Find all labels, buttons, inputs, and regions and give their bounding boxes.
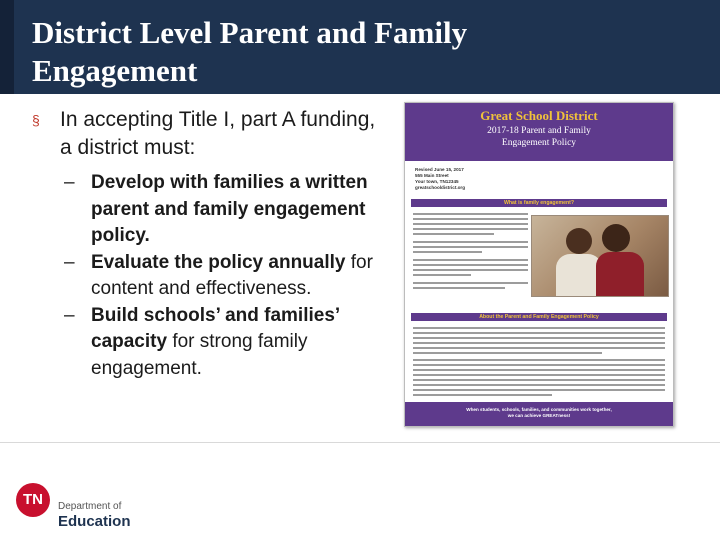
flyer-text-block [413,213,528,292]
sub-bullet-bold: Evaluate the policy annually [91,251,346,273]
department-label: Department of [58,501,122,512]
main-bullet [32,106,392,162]
flyer-contact-info [415,167,511,191]
dash-marker: – [64,172,75,193]
main-bullet-text: In accepting Title I, part A funding, a district must: [60,108,376,159]
dash-marker: – [64,304,75,326]
slide-title [32,14,692,90]
flyer-footer-line-2: we can achieve GREATness! [507,413,571,418]
flyer-text-block [413,327,665,399]
slide-title-line-2: Engagement [32,53,198,88]
education-label: Education [58,513,131,530]
sub-bullet-bold: Develop with families a written parent and family engagement policy. [91,172,368,246]
policy-flyer-image [404,102,674,427]
sub-bullet-list [32,170,392,382]
dash-marker: – [64,251,75,273]
flyer-footer-line-1: When students, schools, families, and communities work together, [466,407,612,412]
flyer-subtitle [405,126,673,149]
flyer-info-line: Your town, TN12345 [415,179,459,184]
title-bar [0,0,720,94]
bullet-marker-icon: § [32,112,40,128]
slide-body [32,106,392,382]
flyer-footer-band [405,402,673,426]
flyer-subtitle-line-1: 2017-18 Parent and Family [487,126,591,136]
flyer-subtitle-line-2: Engagement Policy [501,137,577,148]
flyer-info-line: 555 Main Street [415,173,449,178]
slide-title-line-1: District Level Parent and Family [32,15,468,50]
flyer-section-band: What is family engagement? [411,199,667,207]
sub-bullet-build [32,303,392,383]
sub-bullet-develop [32,170,392,250]
flyer-header [405,103,673,161]
sub-bullet-evaluate [32,250,392,303]
flyer-district-name: Great School District [480,108,598,123]
slide-footer [0,443,720,540]
title-accent-stripe [0,0,14,94]
sub-bullet-rest: for content and effectiveness. [91,251,373,299]
flyer-section-band: About the Parent and Family Engagement Policy [411,313,667,321]
flyer-family-photo [531,215,669,297]
tn-logo-icon: TN [16,483,50,517]
sub-bullet-bold: Build schools’ and families’ capacity [91,304,340,352]
flyer-info-line: Revised June 15, 2017 [415,167,464,172]
flyer-info-line: greatschooldistrict.org [415,185,466,190]
sub-bullet-rest: for strong family engagement. [91,331,308,379]
